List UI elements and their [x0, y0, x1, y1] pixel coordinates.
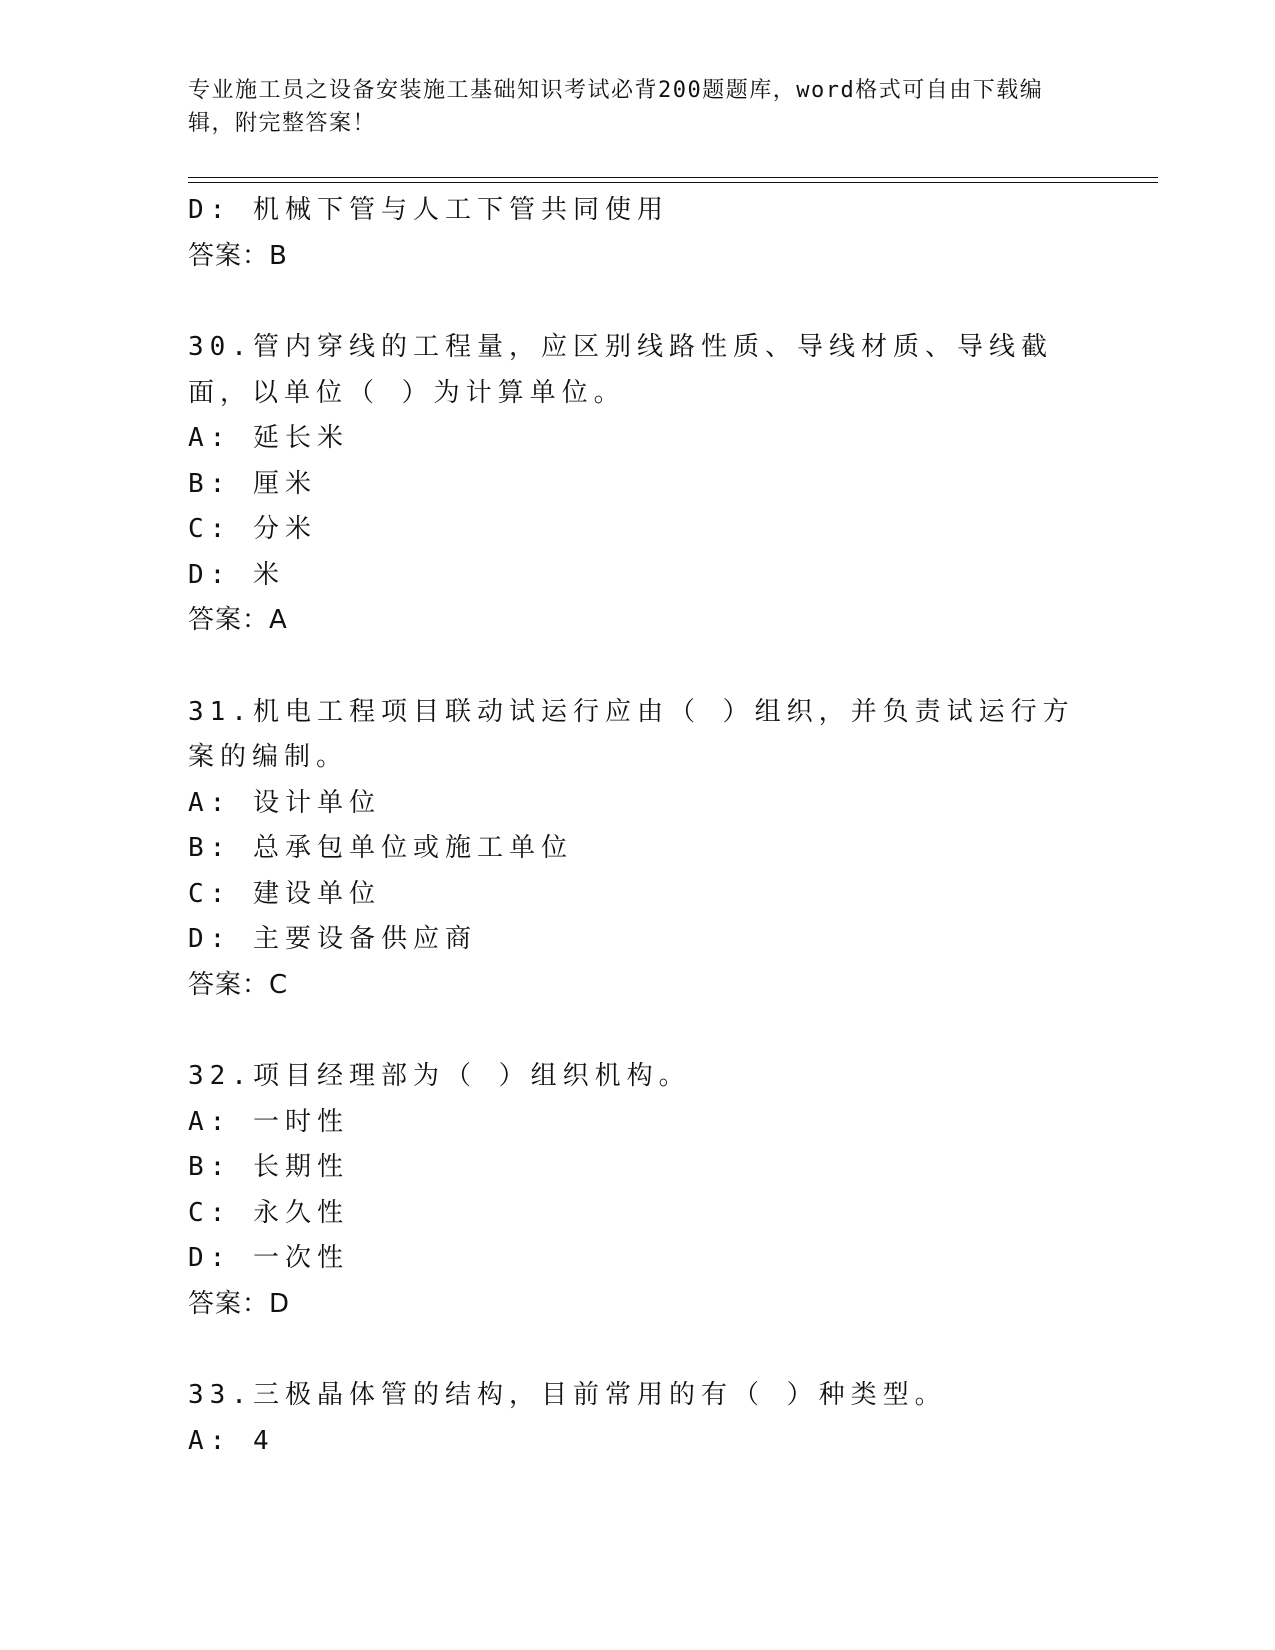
prev-answer: 答案：B: [188, 240, 288, 271]
question-31-text: 31.机电工程项目联动试运行应由（ ）组织，并负责试运行方案的编制。: [188, 696, 1075, 772]
question-32-option-b: B: 长期性: [188, 1152, 349, 1182]
question-30-option-a: A: 延长米: [188, 423, 349, 453]
header-rule-top: [188, 177, 1158, 178]
question-32-option-d: D: 一次性: [188, 1243, 349, 1273]
question-33-option-a: A: 4: [188, 1425, 275, 1456]
question-32-text: 32.项目经理部为（ ）组织机构。: [188, 1061, 691, 1091]
question-30-text: 30.管内穿线的工程量，应区别线路性质、导线材质、导线截面，以单位（ ）为计算单位。: [188, 332, 1053, 408]
document-header: 专业施工员之设备安装施工基础知识考试必背200题题库，word格式可自由下载编辑，附完整答案！: [188, 78, 1044, 136]
question-31-option-d: D: 主要设备供应商: [188, 924, 477, 954]
question-30-option-b: B: 厘米: [188, 468, 317, 499]
question-31-option-c: C: 建设单位: [188, 878, 381, 909]
question-32-option-c: C: 永久性: [188, 1197, 349, 1228]
question-30-option-d: D: 米: [188, 559, 285, 590]
header-rule-bottom: [188, 182, 1158, 183]
question-content: [188, 188, 1088, 1464]
question-32-option-a: A: 一时性: [188, 1106, 349, 1137]
question-32-answer: 答案：D: [188, 1288, 291, 1319]
question-31-option-a: A: 设计单位: [188, 787, 381, 818]
question-31-answer: 答案：C: [188, 969, 289, 1000]
question-33-text: 33.三极晶体管的结构，目前常用的有（ ）种类型。: [188, 1380, 947, 1410]
question-30-answer: 答案：A: [188, 605, 288, 635]
question-31-option-b: B: 总承包单位或施工单位: [188, 833, 573, 863]
prev-option-d: D: 机械下管与人工下管共同使用: [188, 195, 669, 225]
question-30-option-c: C: 分米: [188, 514, 317, 544]
